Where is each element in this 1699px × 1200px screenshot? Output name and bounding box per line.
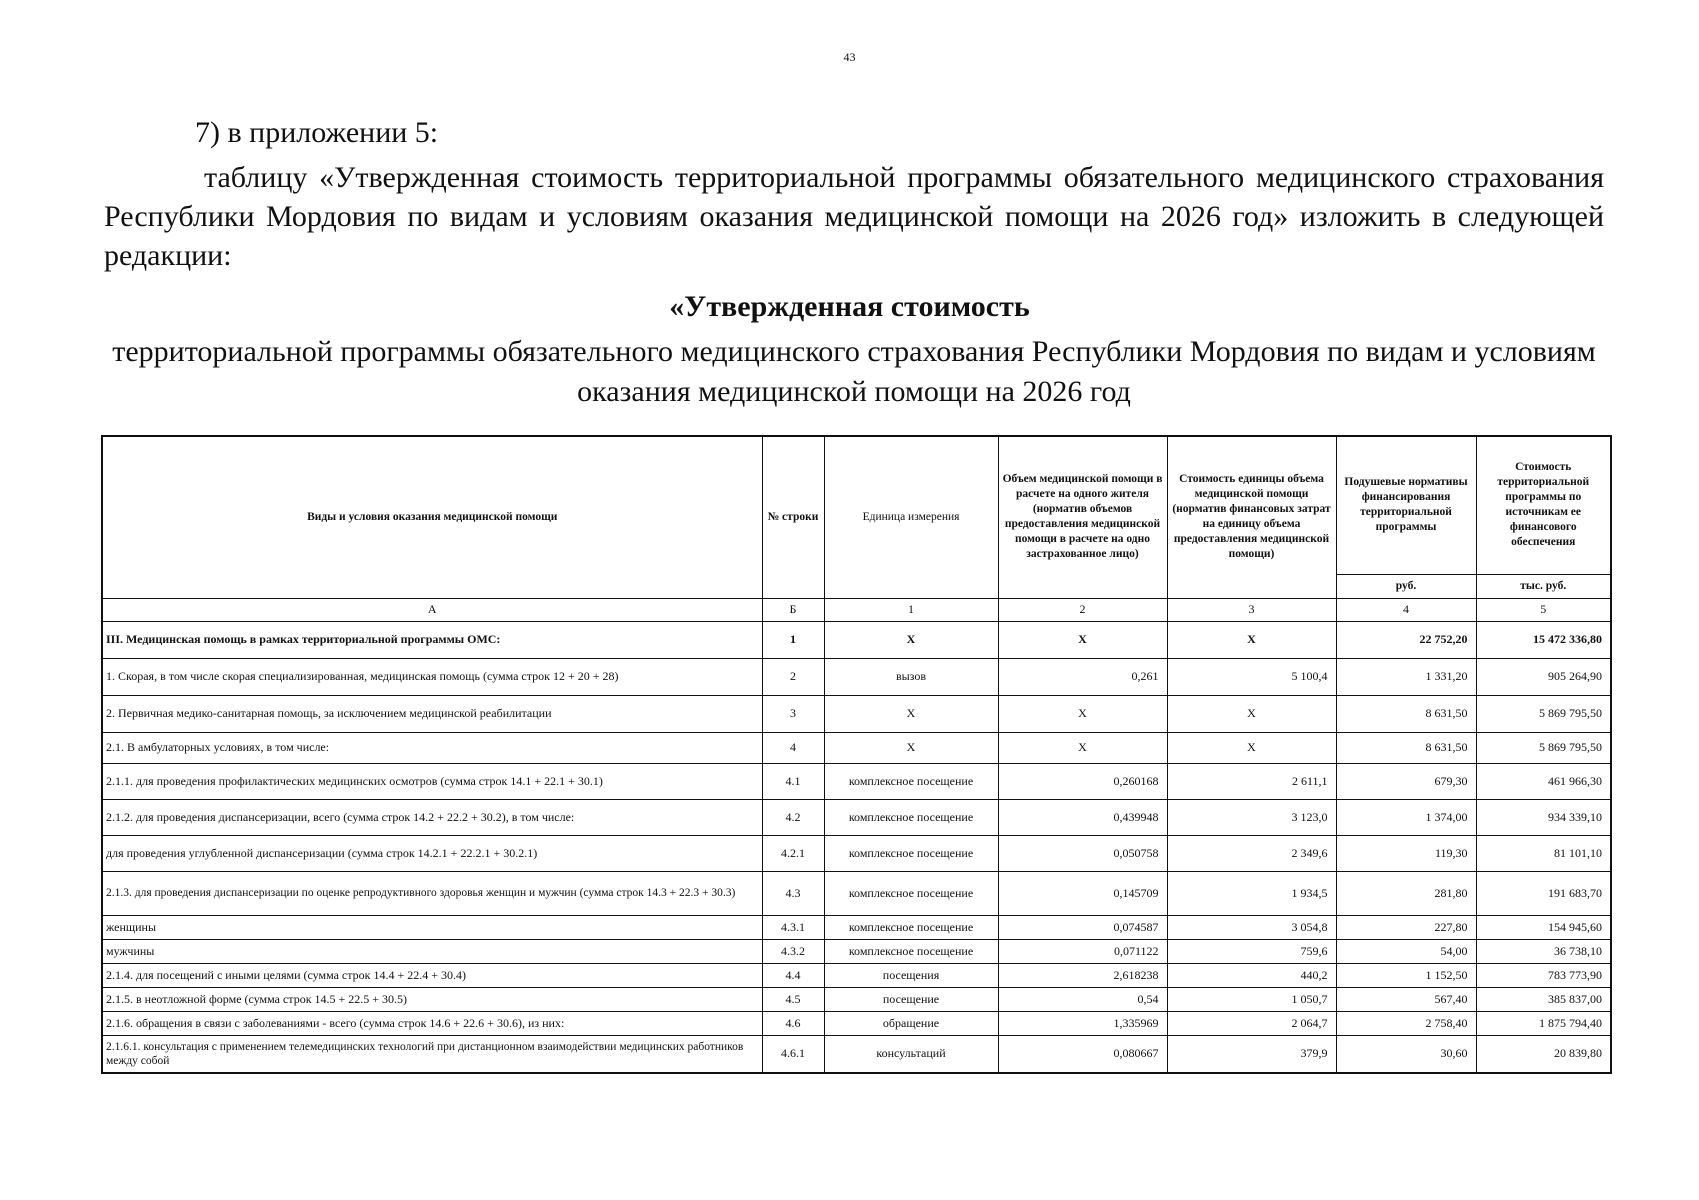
row-name: 1. Скорая, в том числе скорая специализированная, медицинская помощь (сумма строк 12 + 20 + 28): [102, 658, 762, 695]
row-number: 4.4: [762, 963, 824, 987]
row-cost: 759,6: [1167, 939, 1336, 963]
row-name: 2.1.1. для проведения профилактических медицинских осмотров (сумма строк 14.1 + 22.1 + 30.1): [102, 763, 762, 799]
table-row: [102, 915, 1611, 939]
row-unit: консультаций: [824, 1035, 998, 1073]
row-name: 2.1.2. для проведения диспансеризации, всего (сумма строк 14.2 + 22.2 + 30.2), в том числе:: [102, 799, 762, 835]
row-total: 1 875 794,40: [1476, 1011, 1611, 1035]
row-number: 4.3: [762, 871, 824, 915]
intro-paragraph: таблицу «Утвержденная стоимость территориальной программы обязательного медицинского страхования Республики Мордовия по видам и условиям оказания медицинской помощи на 2026 год» изложить в следующей редакции:: [104, 161, 1604, 272]
table-row: [102, 695, 1611, 732]
row-volume: 0,261: [998, 658, 1167, 695]
column-index: А: [102, 598, 762, 621]
row-number: 4.3.2: [762, 939, 824, 963]
row-volume: X: [998, 732, 1167, 763]
row-unit: комплексное посещение: [824, 915, 998, 939]
row-cost: X: [1167, 695, 1336, 732]
row-volume: 0,071122: [998, 939, 1167, 963]
row-name: III. Медицинская помощь в рамках территориальной программы ОМС:: [102, 621, 762, 658]
row-per-capita: 1 152,50: [1336, 963, 1476, 987]
cost-table: [101, 435, 1612, 1074]
row-cost: 2 611,1: [1167, 763, 1336, 799]
row-cost: 379,9: [1167, 1035, 1336, 1073]
row-unit: комплексное посещение: [824, 939, 998, 963]
row-per-capita: 30,60: [1336, 1035, 1476, 1073]
column-index: 5: [1476, 598, 1611, 621]
row-total: 5 869 795,50: [1476, 695, 1611, 732]
row-per-capita: 2 758,40: [1336, 1011, 1476, 1035]
row-per-capita: 567,40: [1336, 987, 1476, 1011]
header-cost: Стоимость единицы объема медицинской помощи (норматив финансовых затрат на единицу объема предоставления медицинской помощи): [1167, 436, 1336, 598]
table-row: [102, 871, 1611, 915]
intro-item: 7) в приложении 5:: [195, 116, 439, 149]
row-name: 2.1.3. для проведения диспансеризации по оценке репродуктивного здоровья женщин и мужчин (сумма строк 14.3 + 22.3 + 30.3): [102, 871, 762, 915]
row-volume: 2,618238: [998, 963, 1167, 987]
table-row: [102, 987, 1611, 1011]
row-per-capita: 8 631,50: [1336, 695, 1476, 732]
table-row: [102, 732, 1611, 763]
row-per-capita: 22 752,20: [1336, 621, 1476, 658]
row-number: 4.5: [762, 987, 824, 1011]
document-subtitle: территориальной программы обязательного медицинского страхования Республики Мордовия по видам и условиям оказания медицинской помощи на 2026 год: [112, 335, 1596, 408]
row-unit: комплексное посещение: [824, 763, 998, 799]
row-name: женщины: [102, 915, 762, 939]
row-name: 2.1. В амбулаторных условиях, в том числе:: [102, 732, 762, 763]
table-row: [102, 963, 1611, 987]
column-index: 3: [1167, 598, 1336, 621]
row-total: 783 773,90: [1476, 963, 1611, 987]
row-unit: комплексное посещение: [824, 835, 998, 871]
row-unit: посещения: [824, 963, 998, 987]
row-unit: посещение: [824, 987, 998, 1011]
document-title: «Утвержденная стоимость: [669, 290, 1030, 323]
row-cost: 3 054,8: [1167, 915, 1336, 939]
row-per-capita: 1 331,20: [1336, 658, 1476, 695]
column-index: 2: [998, 598, 1167, 621]
row-volume: 0,260168: [998, 763, 1167, 799]
column-index: 1: [824, 598, 998, 621]
table-row: [102, 621, 1611, 658]
table-row: [102, 939, 1611, 963]
row-number: 1: [762, 621, 824, 658]
row-volume: 0,074587: [998, 915, 1167, 939]
row-cost: 1 050,7: [1167, 987, 1336, 1011]
row-unit: комплексное посещение: [824, 799, 998, 835]
row-number: 4: [762, 732, 824, 763]
row-name: 2. Первичная медико-санитарная помощь, за исключением медицинской реабилитации: [102, 695, 762, 732]
row-number: 4.6.1: [762, 1035, 824, 1073]
header-total: Стоимость территориальной программы по источникам ее финансового обеспечения: [1476, 436, 1611, 574]
row-cost: 2 349,6: [1167, 835, 1336, 871]
row-per-capita: 8 631,50: [1336, 732, 1476, 763]
row-number: 4.1: [762, 763, 824, 799]
row-volume: 1,335969: [998, 1011, 1167, 1035]
row-total: 81 101,10: [1476, 835, 1611, 871]
row-number: 4.3.1: [762, 915, 824, 939]
row-number: 2: [762, 658, 824, 695]
row-total: 15 472 336,80: [1476, 621, 1611, 658]
row-volume: 0,439948: [998, 799, 1167, 835]
row-unit: обращение: [824, 1011, 998, 1035]
table-row: [102, 835, 1611, 871]
row-name: 2.1.6.1. консультация с применением телемедицинских технологий при дистанционном взаимодействии медицинских работников между собой: [102, 1035, 762, 1073]
row-per-capita: 1 374,00: [1336, 799, 1476, 835]
row-name: 2.1.4. для посещений с иными целями (сумма строк 14.4 + 22.4 + 30.4): [102, 963, 762, 987]
row-cost: 5 100,4: [1167, 658, 1336, 695]
row-cost: 2 064,7: [1167, 1011, 1336, 1035]
header-kinds: Виды и условия оказания медицинской помощи: [102, 436, 762, 598]
row-volume: 0,080667: [998, 1035, 1167, 1073]
column-index: 4: [1336, 598, 1476, 621]
row-name: для проведения углубленной диспансеризации (сумма строк 14.2.1 + 22.2.1 + 30.2.1): [102, 835, 762, 871]
row-number: 4.2.1: [762, 835, 824, 871]
row-total: 5 869 795,50: [1476, 732, 1611, 763]
column-index: Б: [762, 598, 824, 621]
table-row: [102, 799, 1611, 835]
table-row: [102, 1011, 1611, 1035]
page-number: 43: [843, 50, 856, 64]
row-number: 4.2: [762, 799, 824, 835]
row-per-capita: 227,80: [1336, 915, 1476, 939]
row-unit: вызов: [824, 658, 998, 695]
row-total: 191 683,70: [1476, 871, 1611, 915]
row-total: 934 339,10: [1476, 799, 1611, 835]
column-index-row: [102, 598, 1611, 621]
row-cost: 3 123,0: [1167, 799, 1336, 835]
row-total: 154 945,60: [1476, 915, 1611, 939]
row-number: 4.6: [762, 1011, 824, 1035]
row-volume: 0,54: [998, 987, 1167, 1011]
row-total: 36 738,10: [1476, 939, 1611, 963]
row-volume: X: [998, 621, 1167, 658]
row-cost: X: [1167, 621, 1336, 658]
row-number: 3: [762, 695, 824, 732]
row-volume: 0,050758: [998, 835, 1167, 871]
row-total: 385 837,00: [1476, 987, 1611, 1011]
row-volume: X: [998, 695, 1167, 732]
header-row-number: № строки: [762, 436, 824, 598]
row-name: 2.1.5. в неотложной форме (сумма строк 14.5 + 22.5 + 30.5): [102, 987, 762, 1011]
header-per-capita: Подушевые нормативы финансирования территориальной программы: [1336, 436, 1476, 574]
row-name: 2.1.6. обращения в связи с заболеваниями - всего (сумма строк 14.6 + 22.6 + 30.6), из них:: [102, 1011, 762, 1035]
row-per-capita: 281,80: [1336, 871, 1476, 915]
row-name: мужчины: [102, 939, 762, 963]
row-unit: X: [824, 732, 998, 763]
row-per-capita: 119,30: [1336, 835, 1476, 871]
row-unit: X: [824, 621, 998, 658]
row-unit: комплексное посещение: [824, 871, 998, 915]
header-volume: Объем медицинской помощи в расчете на одного жителя (норматив объемов предоставления медицинской помощи в расчете на одно застрахованное лицо): [998, 436, 1167, 598]
row-total: 905 264,90: [1476, 658, 1611, 695]
row-cost: 1 934,5: [1167, 871, 1336, 915]
table-body: [102, 598, 1611, 1073]
header-total-unit: тыс. руб.: [1476, 574, 1611, 598]
row-unit: X: [824, 695, 998, 732]
table-row: [102, 1035, 1611, 1073]
table-row: [102, 658, 1611, 695]
row-cost: 440,2: [1167, 963, 1336, 987]
row-per-capita: 54,00: [1336, 939, 1476, 963]
row-total: 461 966,30: [1476, 763, 1611, 799]
row-total: 20 839,80: [1476, 1035, 1611, 1073]
table-row: [102, 763, 1611, 799]
header-per-capita-unit: руб.: [1336, 574, 1476, 598]
row-per-capita: 679,30: [1336, 763, 1476, 799]
row-cost: X: [1167, 732, 1336, 763]
header-unit: Единица измерения: [824, 436, 998, 598]
row-volume: 0,145709: [998, 871, 1167, 915]
